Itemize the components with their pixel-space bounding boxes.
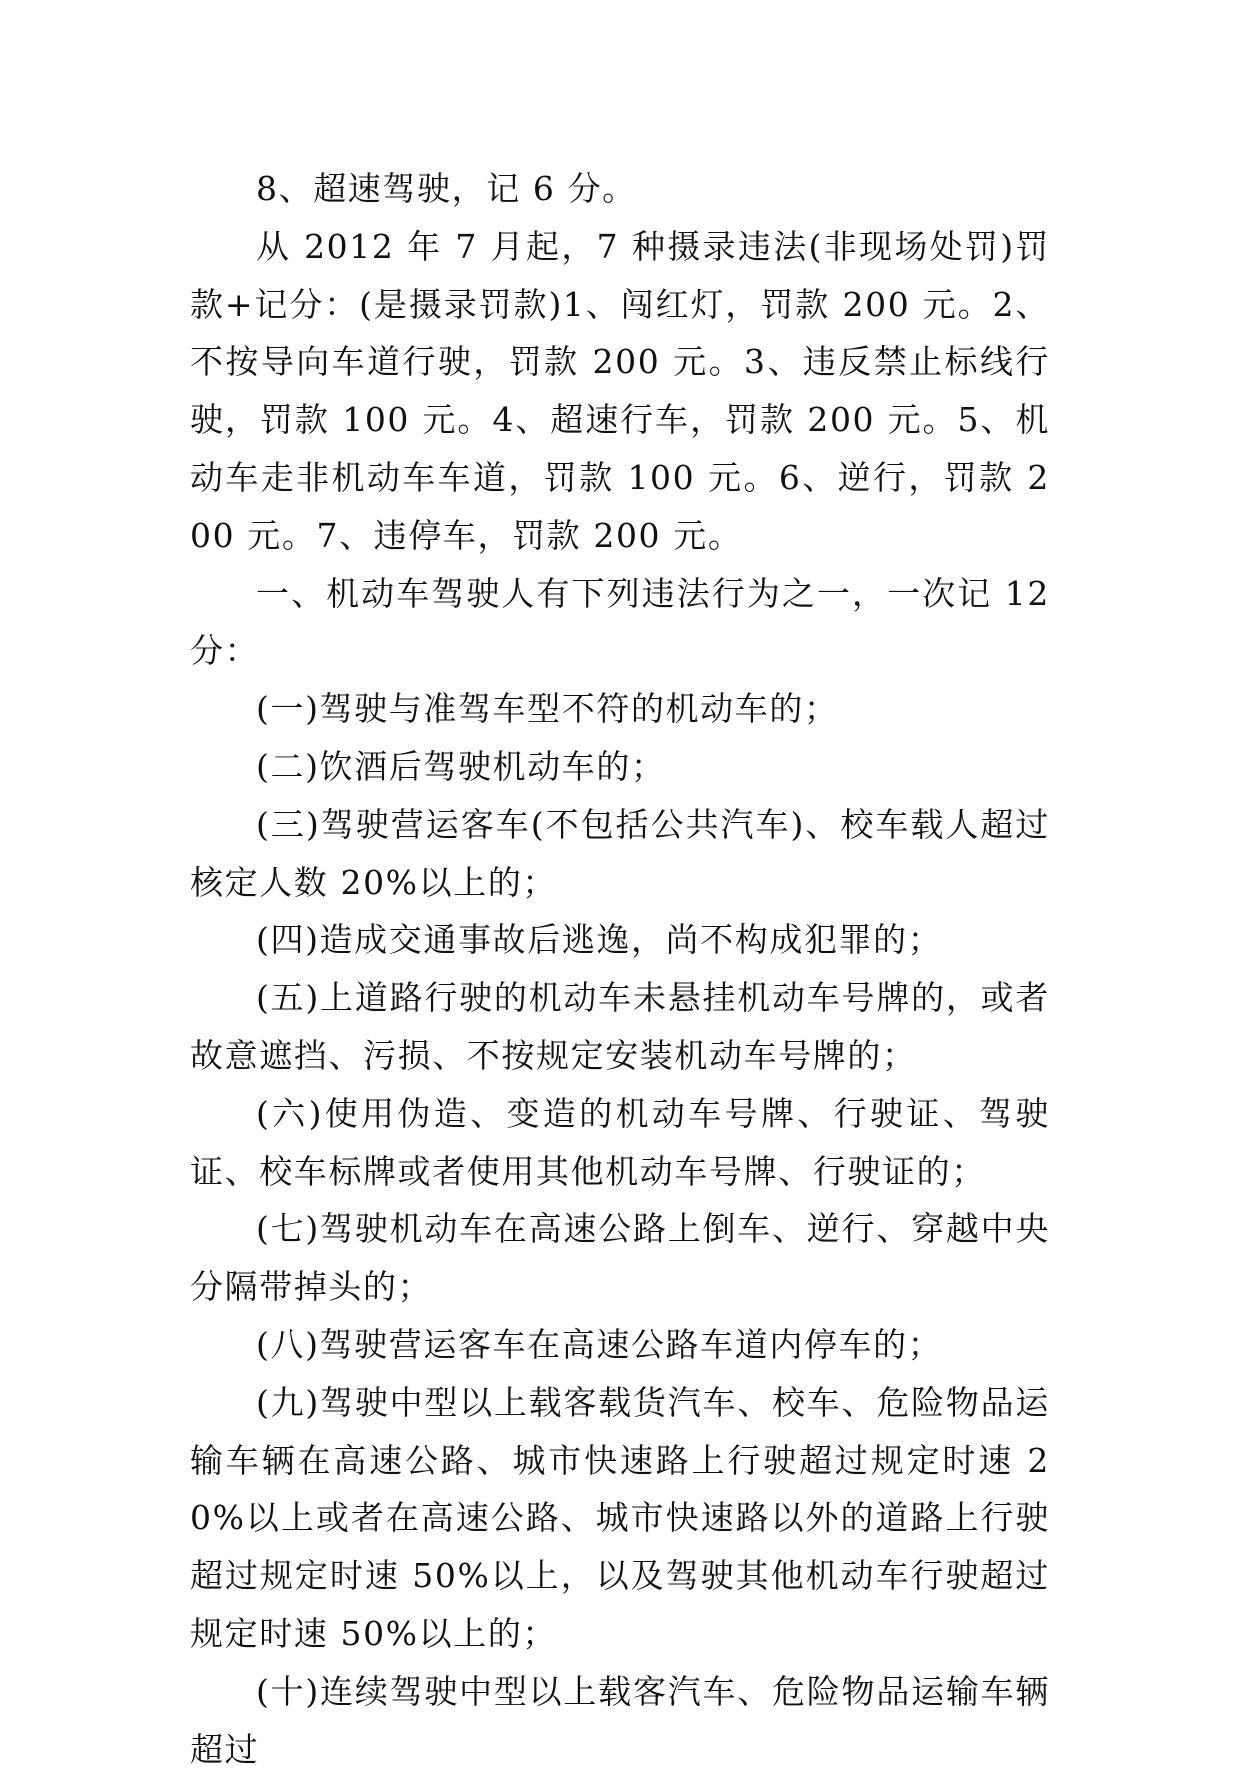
paragraph-camera-violations: 从 2012 年 7 月起，7 种摄录违法(非现场处罚)罚款+记分：(是摄录罚款)1、闯红灯，罚款 200 元。2、不按导向车道行驶，罚款 200 元。3、违反禁止标线行驶，罚款 100 元。4、超速行车，罚款 200 元。5、机动车走非机动车车道，罚款 100 元。6、逆行，罚款 200 元。7、违停车，罚款 200 元。 [190, 226, 1050, 555]
paragraph-speeding-points: 8、超速驾驶，记 6 分。 [256, 169, 637, 208]
list-item: (一)驾驶与准驾车型不符的机动车的； [256, 689, 839, 729]
list-item: (七)驾驶机动车在高速公路上倒车、逆行、穿越中央分隔带掉头的； [190, 1209, 1050, 1307]
list-item: (十)连续驾驶中型以上载客汽车、危险物品运输车辆超过 [190, 1671, 1050, 1769]
document-body [190, 160, 1050, 1778]
list-item: (三)驾驶营运客车(不包括公共汽车)、校车载人超过核定人数 20%以上的； [190, 804, 1050, 902]
list-item: (五)上道路行驶的机动车未悬挂机动车号牌的，或者故意遮挡、污损、不按规定安装机动车号牌的； [190, 978, 1050, 1075]
list-item: (二)饮酒后驾驶机动车的； [256, 746, 666, 786]
list-item: (九)驾驶中型以上载客载货汽车、校车、危险物品运输车辆在高速公路、城市快速路上行驶超过规定时速 20%以上或者在高速公路、城市快速路以外的道路上行驶超过规定时速 50%以上，以及驾驶其他机动车行驶超过规定时速 50%以上的； [190, 1382, 1050, 1653]
list-item: (六)使用伪造、变造的机动车号牌、行驶证、驾驶证、校车标牌或者使用其他机动车号牌、行驶证的； [190, 1093, 1050, 1191]
paragraph-12-points-heading: 一、机动车驾驶人有下列违法行为之一，一次记 12 分： [190, 573, 1050, 671]
list-item: (四)造成交通事故后逃逸，尚不构成犯罪的； [256, 920, 943, 960]
list-item: (八)驾驶营运客车在高速公路车道内停车的； [256, 1324, 943, 1364]
